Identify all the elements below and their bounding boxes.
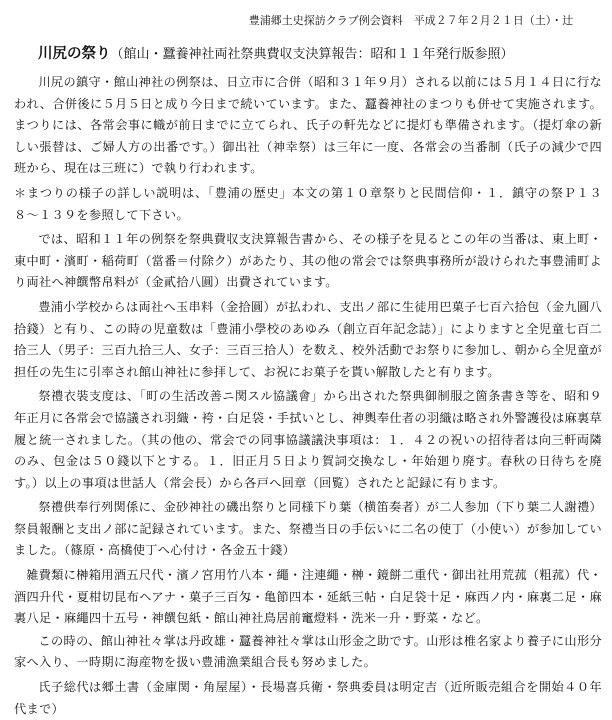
paragraph-school-offering: 豊浦小学校からは両社へ玉串料（金拾圓）が払われ、支出ノ部に生徒用巴菓子七百六拾包（金九圓八拾錢）と有り、この時の児童数は「豊浦小學校のあゆみ（創立百年記念誌）」によりますと全児童七百二拾三人（男子：三百九拾三人、女子：三百三拾人）を数え、校外活動でお祭りに参加し、朝から全児童が担任の先生に引率され館山神社に参拝して、お祝にお菓子を貰い解散したと有ります。 (14, 299, 602, 379)
title-subtitle: （館山・蠶養神社両社祭典費収支決算報告：昭和１１年発行版参照） (110, 47, 514, 62)
document-header: 豊浦郷土史探訪クラブ例会資料 平成２７年２月２１日（土）・辻 (248, 14, 574, 27)
paragraph-costume-rules: 祭禮衣裝支度は、「町の生活改善ニ関スル協議會」から出された祭典御制服之箇条書き等を、昭和９年正月に各常会で協議され羽織・袴・白足袋・手拭いとし、神輿奉仕者の羽織は略され外警護役は麻裏草履と統一されました。（其の他の、常会での同事協議議決事項は：１．４２の祝いの招待者は向三軒両隣のみ、包金は５０錢以下とする。１．旧正月５日より賀詞交換なし・年始廻り廃す。春秋の日待ちを廃す。）以上の事項は世話人（常会長）から各戸へ回章（回覧）されたと記録に有ります。 (14, 389, 602, 490)
paragraph-shrine-keepers: この時の、館山神社々掌は丹政雄・蠶養神社々掌は山形金之助です。山形は椎名家より養子に山形分家へ入り、一時期に海産物を扱い豊浦漁業組合長も努めました。 (14, 633, 602, 670)
paragraph-reference-note: ＊まつりの様子の詳しい説明は、「豊浦の歴史」本文の第１０章祭りと民間信仰・１．鎮守の祭Ｐ１３８〜１３９を参照して下さい。 (14, 185, 602, 222)
document-title (38, 42, 592, 63)
paragraph-expenses: 雑費類に榊箱用酒五尺代・濱ノ宮用竹八本・繩・注連繩・榊・鏡餅二重代・御出社用荒菰（粗菰）代・酒四升代・夏柑切昆布ヘアナ・菓子三百匁・亀節四本・延紙三帖・白足袋十足・麻西ノ内・麻裏二足・麻裏八足・麻繩四十五号・神饌包紙・館山神社鳥居前竃燈料・洗米一升・野菜・など。 (14, 568, 602, 626)
title-main: 川尻の祭り (38, 45, 111, 62)
paragraph-festival-intro: 川尻の鎮守・館山神社の例祭は、日立市に合併（昭和３１年９月）される以前には５月１４日に行なわれ、合併後に５月５日と成り今日まで続いています。また、蠶養神社のまつりも併せて実施されます。まつりには、各常会事に幟が前日までに立てられ、氏子の軒先などに提灯も準備されます。（提灯傘の新しい張替は、ご婦人方の出番です。）御出社（神幸祭）は三年に一度、各常会の当番制（氏子の減少で四班から、現在は三班に）で執り行われます。 (14, 75, 602, 176)
paragraph-parish-reps: 氏子総代は郷土書（金庫関・角屋屋）・長場喜兵衛・祭典委員は明定吉（近所販売組合を開始４０年代まで） (14, 680, 602, 716)
paragraph-procession: 祭禮供奉行列関係に、金砂神社の磯出祭りと同様下り葉（横笛奏者）が二人参加（下り葉二人謝禮）祭員報酬と支出ノ部に記録されています。また、祭禮当日の手伝いに二名の使丁（小使い）が参加していました。（篠原・高橋使丁へ心付け・各金五十錢） (14, 500, 602, 558)
paragraph-showa-11-report: では、昭和１１年の例祭を祭典費収支決算報告書から、その様子を見るとこの年の当番は、東上町・東中町・濱町・稲荷町（當番＝付除ク）があたり、其の他の常会では祭典事務所が設けられた事豊浦町より両社へ神饌幣帛料が（金貳拾八圓）出費されています。 (14, 232, 602, 290)
document-body (14, 72, 602, 720)
